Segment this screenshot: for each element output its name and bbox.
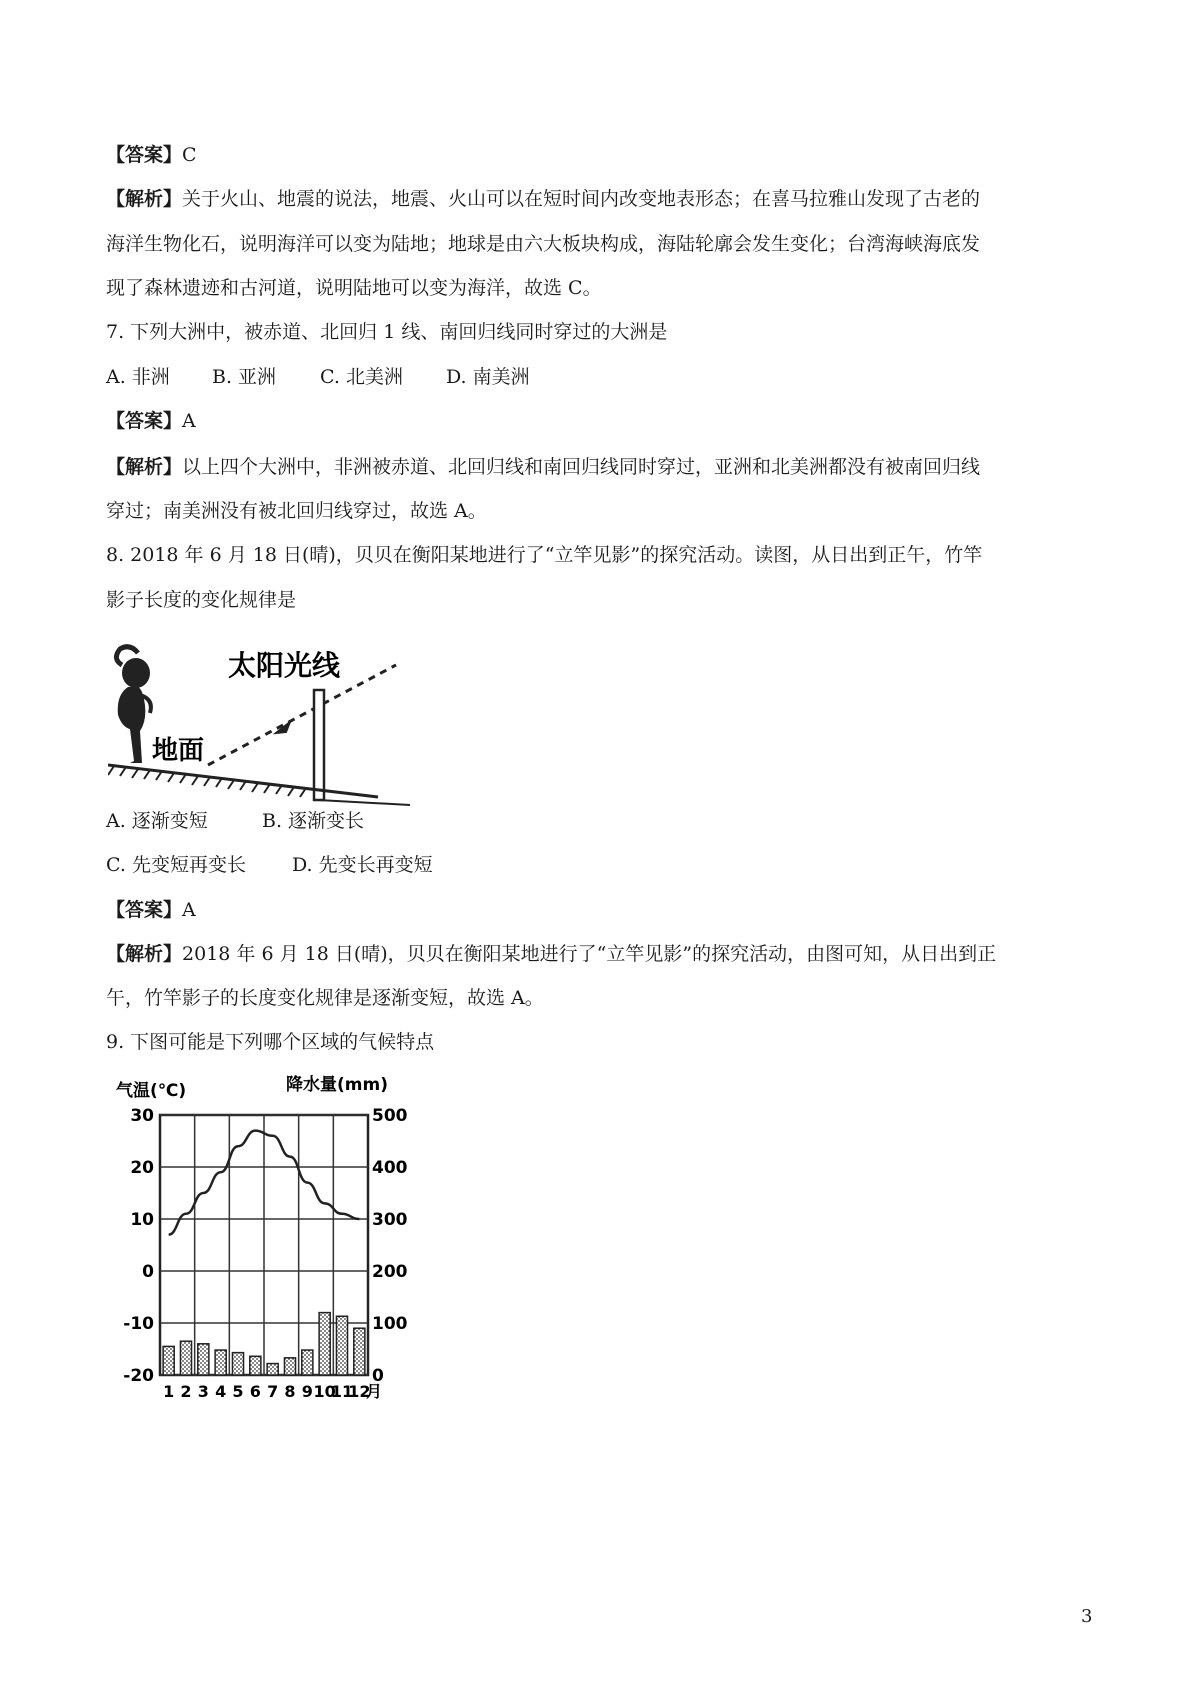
q8-stem-line-1: 8. 2018 年 6 月 18 日(晴)，贝贝在衡阳某地进行了“立竿见影”的探究活动。读图，从日出到正午，竹竿 bbox=[106, 544, 983, 566]
q8-option-d: D. 先变长再变短 bbox=[292, 854, 433, 876]
month-tick-label: 7 bbox=[267, 1382, 279, 1401]
q8-analysis-line-2: 午，竹竿影子的长度变化规律是逐渐变短，故选 A。 bbox=[106, 987, 544, 1009]
precip-bar bbox=[232, 1353, 243, 1375]
right-tick-label: 0 bbox=[372, 1366, 384, 1386]
month-tick-label: 6 bbox=[249, 1382, 261, 1401]
q7-answer: 【答案】A bbox=[106, 410, 196, 432]
precip-bar bbox=[267, 1364, 278, 1375]
month-tick-label: 4 bbox=[215, 1382, 227, 1401]
left-axis-title: 气温(℃) bbox=[116, 1081, 187, 1101]
q6-answer bbox=[106, 142, 197, 168]
precip-bar bbox=[302, 1350, 313, 1375]
ground-label: 地面 bbox=[152, 736, 205, 766]
right-tick-label: 300 bbox=[372, 1210, 408, 1230]
q8-analysis-line-1: 【解析】2018 年 6 月 18 日(晴)，贝贝在衡阳某地进行了“立竿见影”的探究活动，由图可知，从日出到正 bbox=[106, 943, 997, 965]
answer-value: C bbox=[182, 144, 197, 166]
precip-bar bbox=[336, 1316, 347, 1375]
q6-analysis-line-3: 现了森林遗迹和古河道，说明陆地可以变为海洋，故选 C。 bbox=[106, 277, 602, 299]
month-tick-label: 12 bbox=[348, 1382, 371, 1401]
q7-analysis-line-1: 【解析】以上四个大洲中，非洲被赤道、北回归线和南回归线同时穿过，亚洲和北美洲都没有被南回归线 bbox=[106, 456, 981, 478]
q6-analysis-line-2: 海洋生物化石，说明海洋可以变为陆地；地球是由六大板块构成，海陆轮廓会发生变化；台湾海峡海底发 bbox=[106, 233, 981, 255]
month-tick-label: 5 bbox=[232, 1382, 244, 1401]
q8-stem-line-2: 影子长度的变化规律是 bbox=[106, 589, 297, 611]
page-number: 3 bbox=[1081, 1606, 1093, 1627]
precip-bar bbox=[180, 1341, 191, 1375]
month-tick-label: 8 bbox=[284, 1382, 296, 1401]
person-silhouette bbox=[116, 647, 150, 763]
right-tick-label: 100 bbox=[372, 1314, 408, 1334]
precip-bar bbox=[163, 1346, 174, 1375]
analysis-tag: 【解析】 bbox=[106, 188, 183, 210]
month-tick-label: 3 bbox=[197, 1382, 209, 1401]
left-tick-label: 0 bbox=[142, 1262, 154, 1282]
left-tick-label: 10 bbox=[130, 1210, 154, 1230]
month-tick-label: 2 bbox=[180, 1382, 192, 1401]
q7-option-b: B. 亚洲 bbox=[212, 366, 277, 388]
shadow-figure bbox=[108, 635, 418, 815]
right-tick-label: 200 bbox=[372, 1262, 408, 1282]
month-tick-label: 10 bbox=[313, 1382, 336, 1401]
q6-analysis-line-1: 【解析】关于火山、地震的说法，地震、火山可以在短时间内改变地表形态；在喜马拉雅山发现了古老的 bbox=[106, 188, 981, 210]
left-tick-label: -20 bbox=[123, 1366, 154, 1386]
q7-option-a: A. 非洲 bbox=[106, 366, 170, 388]
right-tick-label: 500 bbox=[372, 1106, 408, 1126]
bamboo-pole bbox=[314, 690, 324, 800]
precip-bar bbox=[284, 1358, 295, 1375]
q8-option-b: B. 逐渐变长 bbox=[262, 810, 365, 832]
climate-chart bbox=[108, 1070, 448, 1410]
month-tick-label: 11 bbox=[330, 1382, 354, 1401]
q7-stem: 7. 下列大洲中，被赤道、北回归 1 线、南回归线同时穿过的大洲是 bbox=[106, 321, 668, 343]
month-unit-label: 月 bbox=[366, 1382, 383, 1401]
month-tick-label: 1 bbox=[163, 1382, 175, 1401]
q7-option-d: D. 南美洲 bbox=[446, 366, 530, 388]
precip-bar bbox=[215, 1350, 226, 1375]
precip-bar bbox=[198, 1344, 209, 1375]
q8-answer: 【答案】A bbox=[106, 899, 196, 921]
ground-hatching bbox=[108, 766, 306, 797]
right-tick-label: 400 bbox=[372, 1158, 408, 1178]
q8-option-c: C. 先变短再变长 bbox=[106, 854, 246, 876]
q8-options-row-1 bbox=[106, 808, 364, 834]
q7-analysis-line-2: 穿过；南美洲没有被北回归线穿过，故选 A。 bbox=[106, 500, 487, 522]
month-tick-label: 9 bbox=[301, 1382, 313, 1401]
baseline bbox=[318, 800, 410, 805]
left-tick-label: 30 bbox=[130, 1106, 154, 1126]
precip-bar bbox=[250, 1356, 261, 1375]
q8-options-row-2 bbox=[106, 852, 433, 878]
sun-ray-label: 太阳光线 bbox=[228, 649, 341, 682]
answer-tag: 【答案】 bbox=[106, 144, 183, 166]
left-tick-label: -10 bbox=[123, 1314, 154, 1334]
precip-bar bbox=[354, 1328, 365, 1375]
q8-option-a: A. 逐渐变短 bbox=[106, 810, 208, 832]
right-axis-title: 降水量(mm) bbox=[286, 1075, 388, 1095]
q7-option-c: C. 北美洲 bbox=[320, 366, 403, 388]
q7-options bbox=[106, 364, 530, 390]
precip-bar bbox=[319, 1313, 330, 1375]
ground-line bbox=[108, 765, 378, 797]
left-tick-label: 20 bbox=[130, 1158, 154, 1178]
q9-stem: 9. 下图可能是下列哪个区域的气候特点 bbox=[106, 1031, 435, 1053]
